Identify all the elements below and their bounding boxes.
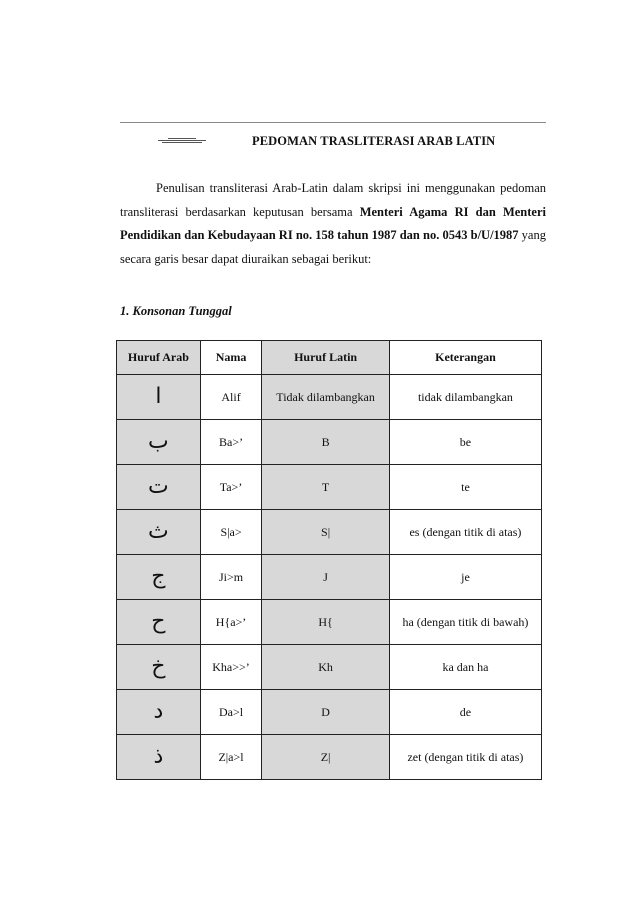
cell-huruf-arab: ث <box>117 510 201 555</box>
table-row <box>117 555 542 600</box>
table-row <box>117 600 542 645</box>
cell-keterangan: be <box>389 420 541 465</box>
table-row <box>117 375 542 420</box>
cell-keterangan: tidak dilambangkan <box>389 375 541 420</box>
cell-huruf-arab: ح <box>117 600 201 645</box>
table-row <box>117 510 542 555</box>
intro-text-2: yang secara garis besar dapat diuraikan sebagai berikut: <box>120 228 546 266</box>
cell-nama: Alif <box>200 375 261 420</box>
cell-keterangan: je <box>389 555 541 600</box>
cell-huruf-arab: ج <box>117 555 201 600</box>
cell-nama: S|a> <box>200 510 261 555</box>
cell-huruf-arab: ذ <box>117 735 201 780</box>
cell-huruf-arab: د <box>117 690 201 735</box>
cell-huruf-arab: ا <box>117 375 201 420</box>
cell-huruf-latin: H{ <box>262 600 390 645</box>
cell-nama: Z|a>l <box>200 735 261 780</box>
cell-huruf-arab: خ <box>117 645 201 690</box>
decorative-lines <box>158 138 206 144</box>
table-row <box>117 420 542 465</box>
cell-keterangan: de <box>389 690 541 735</box>
header-huruf-arab: Huruf Arab <box>117 341 201 375</box>
cell-huruf-latin: J <box>262 555 390 600</box>
intro-text-1: Penulisan transliterasi Arab-Latin dalam skripsi ini menggunakan pedoman transliterasi berdasarkan keputusan bersama <box>120 181 546 219</box>
cell-huruf-latin: D <box>262 690 390 735</box>
intro-decree-reference: Menteri Agama RI dan Menteri Pendidikan dan Kebudayaan RI no. 158 tahun 1987 dan no. 0543 b/U/1987 <box>120 204 546 242</box>
table-row <box>117 645 542 690</box>
cell-keterangan: te <box>389 465 541 510</box>
cell-huruf-latin: B <box>262 420 390 465</box>
table-row <box>117 465 542 510</box>
cell-huruf-latin: S| <box>262 510 390 555</box>
table-row <box>117 690 542 735</box>
cell-nama: Ba>’ <box>200 420 261 465</box>
header-nama: Nama <box>200 341 261 375</box>
intro-paragraph <box>120 177 546 271</box>
cell-huruf-latin: T <box>262 465 390 510</box>
table-row <box>117 735 542 780</box>
cell-huruf-arab: ب <box>117 420 201 465</box>
header-rule <box>120 122 546 123</box>
page-title: PEDOMAN TRASLITERASI ARAB LATIN <box>252 134 496 148</box>
cell-nama: Kha>>’ <box>200 645 261 690</box>
cell-keterangan: ka dan ha <box>389 645 541 690</box>
cell-nama: Da>l <box>200 690 261 735</box>
cell-keterangan: es (dengan titik di atas) <box>389 510 541 555</box>
cell-huruf-arab: ت <box>117 465 201 510</box>
cell-nama: Ta>’ <box>200 465 261 510</box>
cell-nama: H{a>’ <box>200 600 261 645</box>
consonant-table <box>116 340 542 780</box>
header-keterangan: Keterangan <box>389 341 541 375</box>
table-header-row <box>117 341 542 375</box>
section-heading: 1. Konsonan Tunggal <box>120 304 232 318</box>
cell-nama: Ji>m <box>200 555 261 600</box>
cell-keterangan: ha (dengan titik di bawah) <box>389 600 541 645</box>
cell-huruf-latin: Z| <box>262 735 390 780</box>
cell-huruf-latin: Kh <box>262 645 390 690</box>
cell-huruf-latin: Tidak dilambangkan <box>262 375 390 420</box>
cell-keterangan: zet (dengan titik di atas) <box>389 735 541 780</box>
header-huruf-latin: Huruf Latin <box>262 341 390 375</box>
